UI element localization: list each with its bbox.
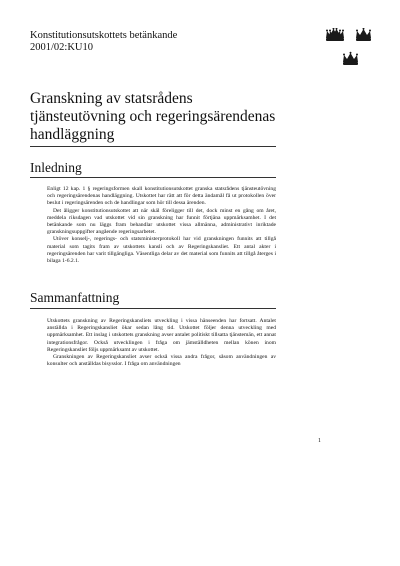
paragraph: Det åligger konstitutionsutskottet att när skäl föreligger till det, dock minst en gång om året, meddela riksdagen vad utskottet vid sin granskning har funnit förtjäna uppmärksamhet. I det betänkande som nu läggs fram behandlar utskottet vissa allmänna, administrativt inriktade granskningsuppgifter angående regeringsarbetet. [47,207,276,236]
report-number: 2001/02:KU10 [30,42,93,53]
section-rule [30,177,276,178]
report-header [30,30,177,54]
section-heading-sammanfattning: Sammanfattning [30,290,120,305]
paragraph: Utöver konselj-, regerings- och statsministerprotokoll har vid granskningen funnits att tillgå material som tagits fram av utskottets kansli och av Regeringskansliet. Ett antal akter i regeringsärenden har varit tillgängliga. Väsentliga delar av det material som funnits att tillgå återges i bilaga 1-6.2.1. [47,236,276,265]
paragraph: Enligt 12 kap. 1 § regeringsformen skall konstitutionsutskottet granska statsrådens tjänsteutövning och regeringsärendenas handläggning. Utskottet har rätt att för detta ändamål få ut protokollen över beslut i regeringsärenden och de handlingar som hör till dessa ärenden. [47,186,276,207]
paragraph: Granskningen av Regeringskansliet avser också vissa andra frågor, såsom användningen av konsulter och anställdas bisysslor. I fråga om användningen [47,354,276,368]
section-heading-inledning: Inledning [30,160,82,175]
page-title: Granskning av statsrådens tjänsteutövning och regeringsärendenas handläggning [30,90,276,143]
three-crowns-emblem-icon [326,28,376,70]
report-series: Konstitutionsutskottets betänkande [30,30,178,41]
page-number: 1 [318,438,321,444]
section-body-sammanfattning [47,318,276,368]
title-rule [30,146,276,147]
section-body-inledning [47,186,276,265]
section-rule [30,308,276,309]
paragraph: Utskottets granskning av Regeringskansliets utveckling i vissa hänseenden har fortsatt. Antalet anställda i Regeringskansliet ökar sedan lång tid. Utskottet följer denna utveckling med uppmärksamhet. Ett inslag i utskottets granskning avser antalet politiskt tillsatta tjänstemän, ett annat integrationsfrågor. Också utvecklingen i fråga om jämställdheten mellan könen inom Regeringskansliet följs uppmärksamt av utskottet. [47,318,276,353]
